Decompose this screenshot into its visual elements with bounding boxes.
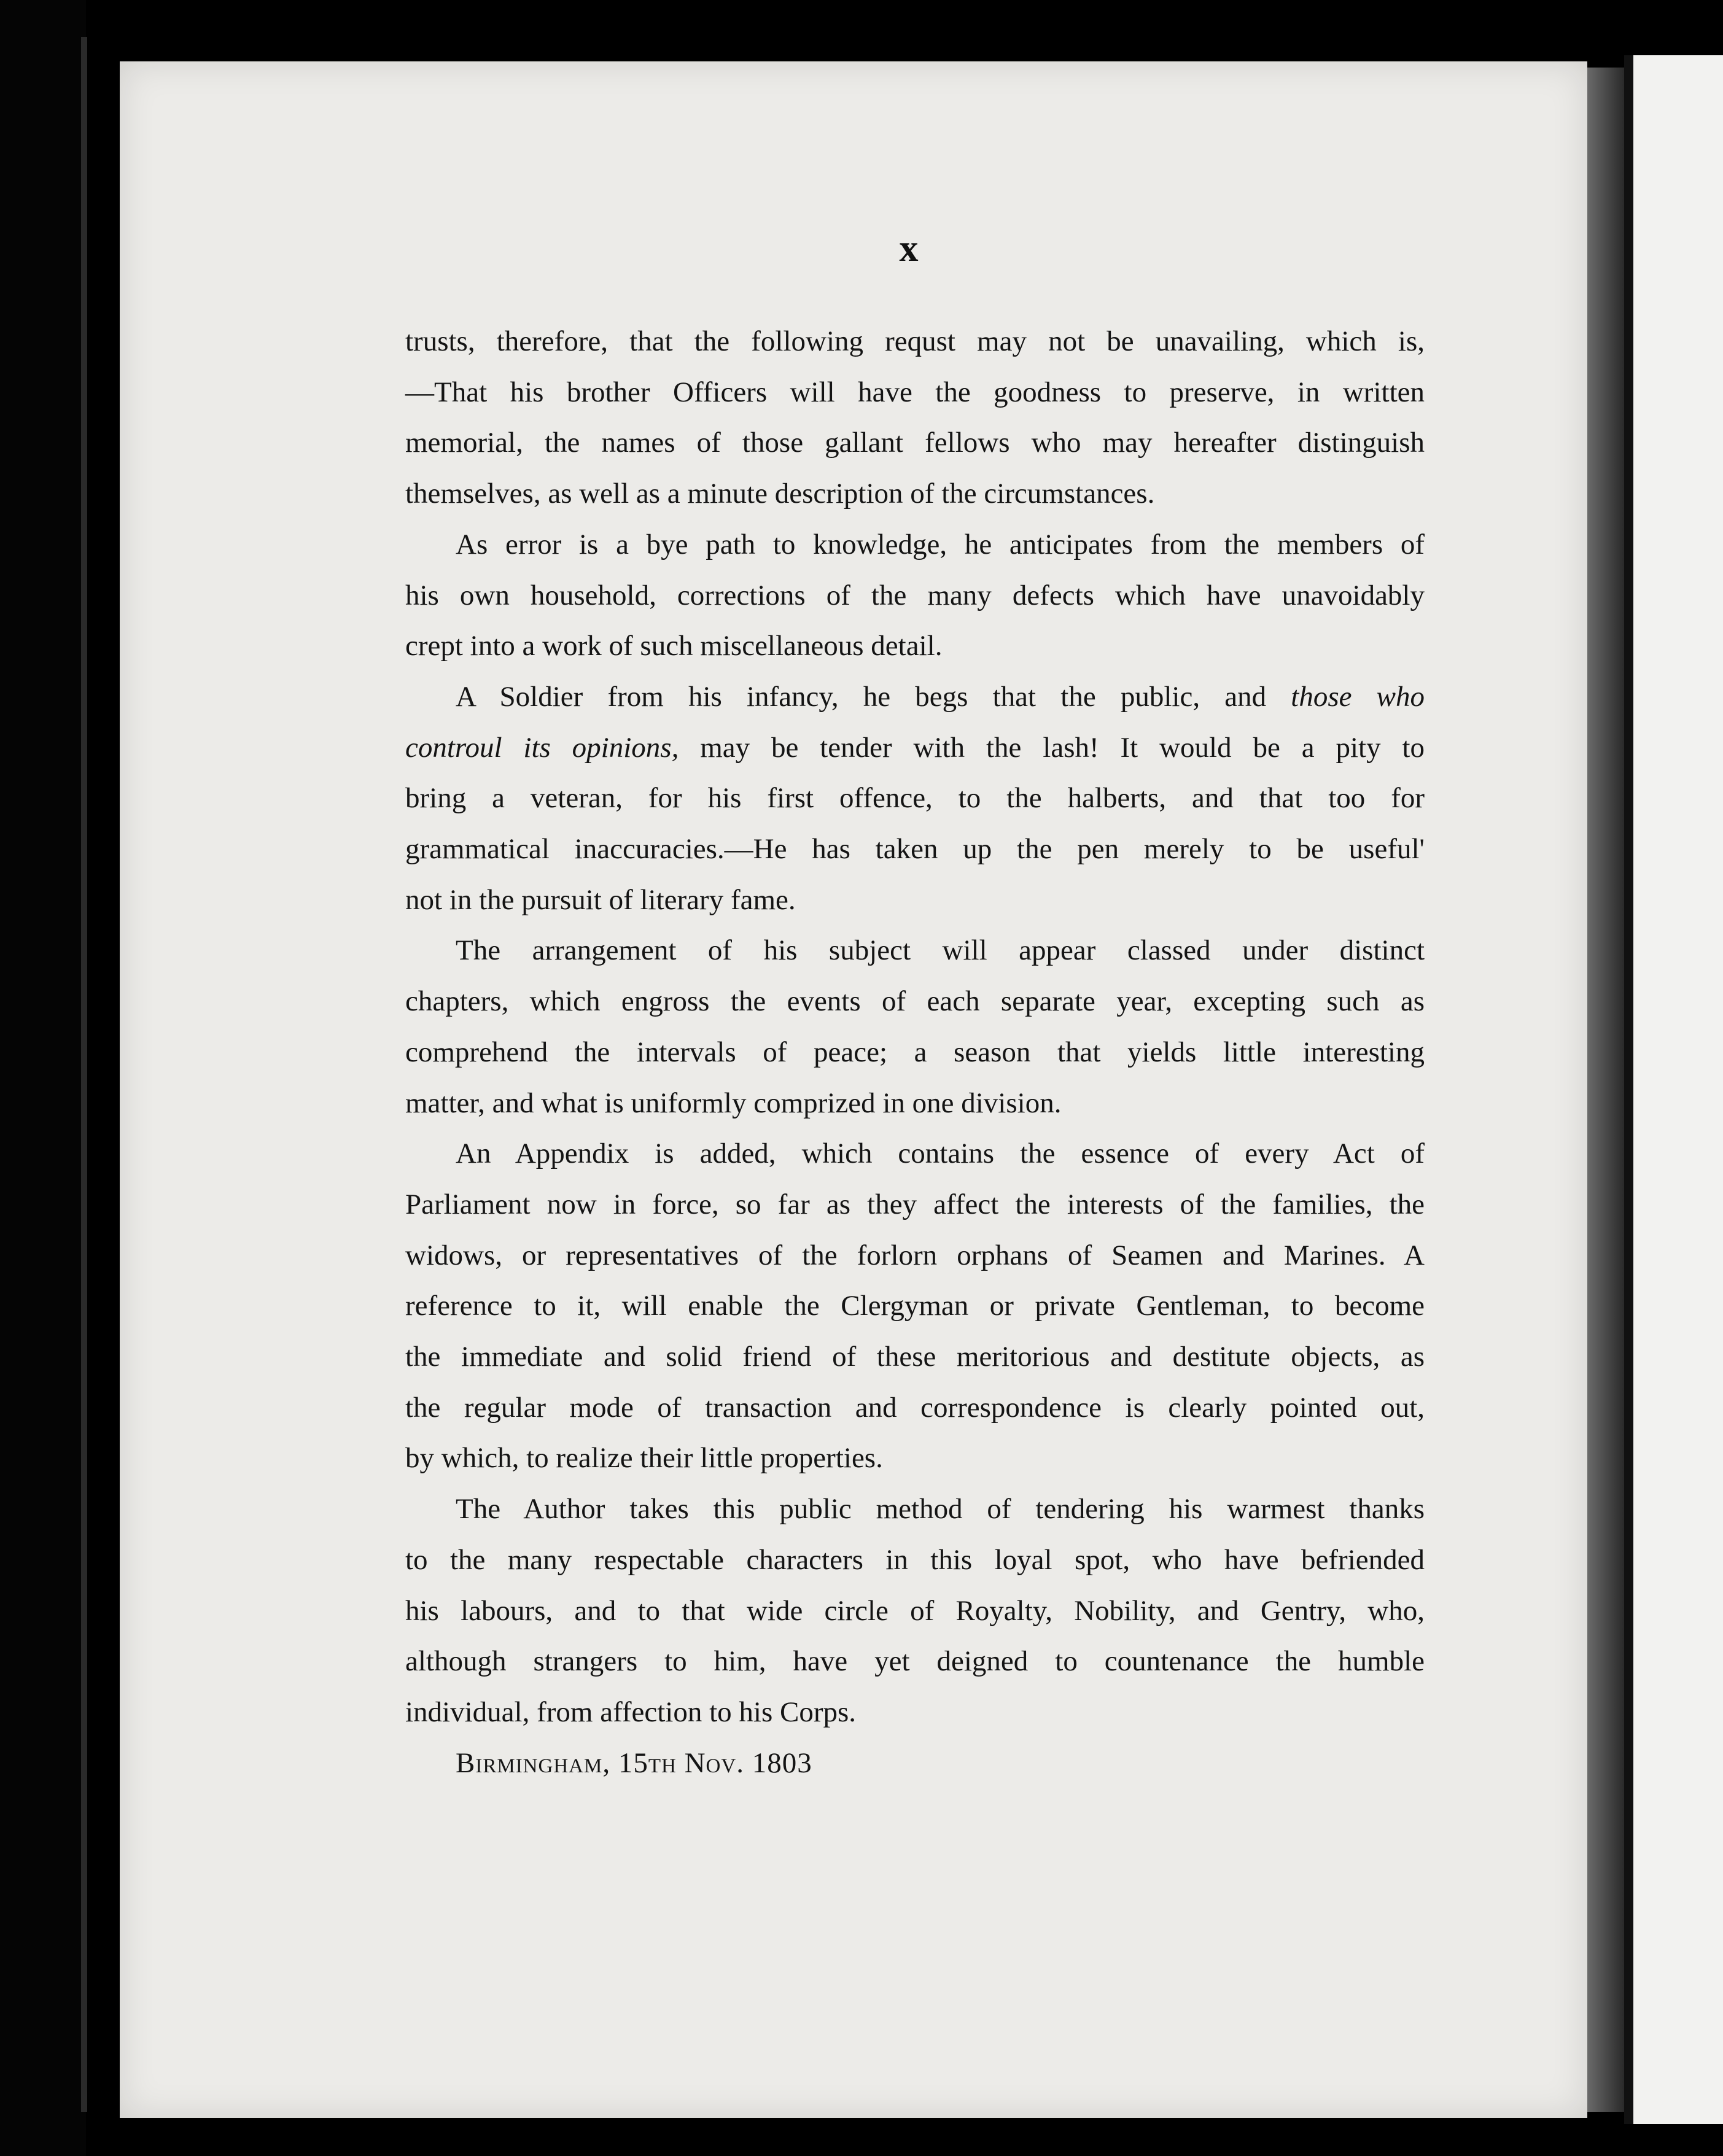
text-line: —That his brother Officers will have the goodness to preserve, in written: [405, 376, 1425, 408]
text-line: his labours, and to that wide circle of Royalty, Nobility, and Gentry, who,: [405, 1594, 1425, 1627]
text-line: individual, from affection to his Corps.: [405, 1696, 857, 1728]
text-line: widows, or representatives of the forlorn orphans of Seamen and Marines. A: [405, 1239, 1425, 1271]
text-line: the immediate and solid friend of these meritorious and destitute objects, as: [405, 1341, 1425, 1373]
place-date-signature: Birmingham, 15th Nov. 1803: [456, 1747, 812, 1779]
text-line: [405, 672, 1425, 723]
paragraph-5: [405, 1128, 1425, 1484]
text-line: The arrangement of his subject will appear classed under distinct: [456, 934, 1425, 967]
text-line: An Appendix is added, which contains the essence of every Act of: [456, 1138, 1425, 1170]
paragraph-6: [405, 1484, 1425, 1738]
text-line: his own household, corrections of the many defects which have unavoidably: [405, 579, 1425, 611]
text-line: [405, 723, 1425, 774]
text-line: chapters, which engross the events of each separate year, excepting such as: [405, 985, 1425, 1018]
text-line: not in the pursuit of literary fame.: [405, 883, 796, 916]
binding-edge: [81, 37, 87, 2112]
text-line: Parliament now in force, so far as they affect the interests of the families, the: [405, 1188, 1425, 1220]
text-line: themselves, as well as a minute description of the circumstances.: [405, 478, 1155, 510]
text-line: although strangers to him, have yet deigned to countenance the humble: [405, 1645, 1425, 1678]
text-line: The Author takes this public method of tendering his warmest thanks: [456, 1493, 1425, 1526]
text-line: by which, to realize their little properties.: [405, 1442, 883, 1475]
body-text: [405, 316, 1425, 1788]
text-line: As error is a bye path to knowledge, he anticipates from the members of: [456, 528, 1425, 560]
text-line: comprehend the intervals of peace; a season that yields little interesting: [405, 1036, 1425, 1068]
text-line: bring a veteran, for his first offence, to the halberts, and that too for: [405, 782, 1425, 815]
paragraph-3: [405, 672, 1425, 926]
paragraph-4: [405, 925, 1425, 1128]
text-line: crept into a work of such miscellaneous detail.: [405, 630, 943, 662]
page-gutter-shadow: [1587, 68, 1624, 2112]
paragraph-1: [405, 316, 1425, 519]
text-line: memorial, the names of those gallant fellows who may hereafter distinguish: [405, 427, 1425, 459]
paragraph-2: [405, 519, 1425, 672]
scan-left-margin: [0, 0, 86, 2156]
italic-text: controul its opinions,: [405, 731, 679, 764]
text-run: A Soldier from his infancy, he begs that the public, and: [456, 680, 1291, 713]
text-line: to the many respectable characters in this loyal spot, who have befriended: [405, 1543, 1425, 1576]
page-number: x: [899, 228, 919, 270]
text-run: may be tender with the lash! It would be a pity to: [679, 731, 1425, 764]
text-line: the regular mode of transaction and correspondence is clearly pointed out,: [405, 1391, 1425, 1424]
facing-page-edge: [1633, 55, 1723, 2124]
text-line: matter, and what is uniformly comprized in one division.: [405, 1087, 1062, 1119]
italic-text: those who: [1291, 680, 1425, 713]
text-line: grammatical inaccuracies.—He has taken up the pen merely to be useful': [405, 833, 1425, 866]
text-line: trusts, therefore, that the following requst may not be unavailing, which is,: [405, 325, 1425, 357]
text-line: reference to it, will enable the Clergyman or private Gentleman, to become: [405, 1290, 1425, 1322]
